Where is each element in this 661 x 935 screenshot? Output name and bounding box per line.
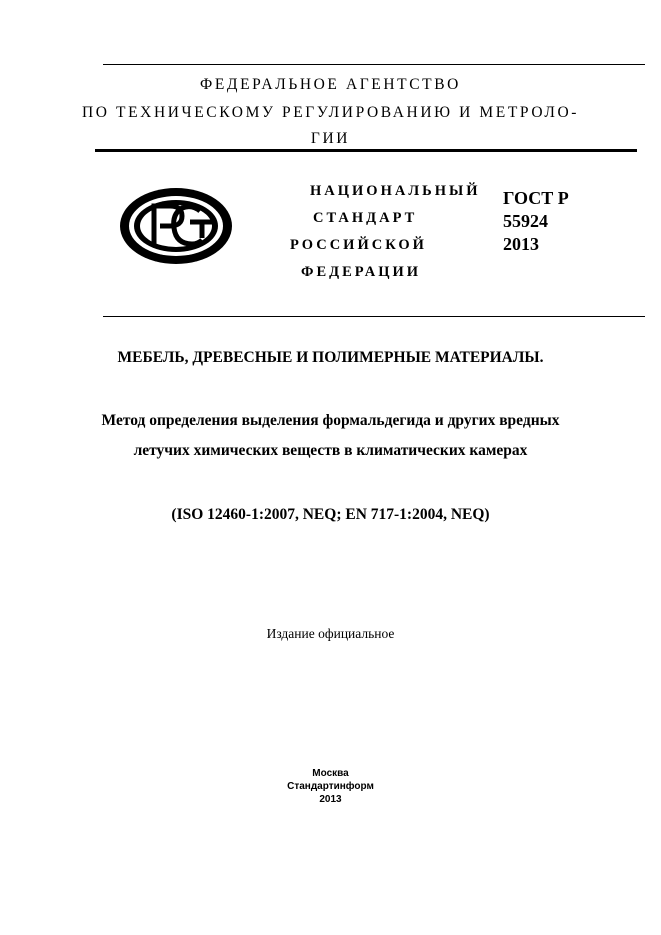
- agency-underline: [95, 149, 637, 152]
- subtitle-line-2: летучих химических веществ в климатических камерах: [133, 442, 528, 459]
- edition-note: Издание официальное: [266, 626, 395, 641]
- agency-line-1: ФЕДЕРАЛЬНОЕ АГЕНТСТВО: [200, 76, 461, 93]
- agency-line-3: ГИИ: [310, 130, 351, 147]
- standard-type-line-2: СТАНДАРТ: [313, 210, 418, 226]
- reference-standards: (ISO 12460-1:2007, NEQ; EN 717-1:2004, NEQ): [171, 506, 490, 523]
- designation-number: 55924: [503, 211, 548, 231]
- standard-type-line-3: РОССИЙСКОЙ: [290, 237, 427, 253]
- standard-type-line-1: НАЦИОНАЛЬНЫЙ: [310, 183, 481, 199]
- imprint-year: 2013: [319, 794, 342, 805]
- imprint-publisher: Стандартинформ: [287, 781, 374, 792]
- header-bottom-rule: [103, 316, 645, 317]
- agency-line-2: ПО ТЕХНИЧЕСКОМУ РЕГУЛИРОВАНИЮ И МЕТРОЛО-: [81, 104, 580, 121]
- document-title: МЕБЕЛЬ, ДРЕВЕСНЫЕ И ПОЛИМЕРНЫЕ МАТЕРИАЛЫ.: [117, 349, 544, 366]
- rst-certification-mark-icon: [118, 186, 234, 266]
- standard-type-line-4: ФЕДЕРАЦИИ: [301, 264, 422, 280]
- subtitle-line-1: Метод определения выделения формальдегида и других вредных: [101, 412, 560, 429]
- designation-year: 2013: [503, 234, 539, 254]
- imprint-city: Москва: [312, 768, 349, 779]
- top-rule: [103, 64, 645, 65]
- designation-prefix: ГОСТ Р: [503, 188, 569, 208]
